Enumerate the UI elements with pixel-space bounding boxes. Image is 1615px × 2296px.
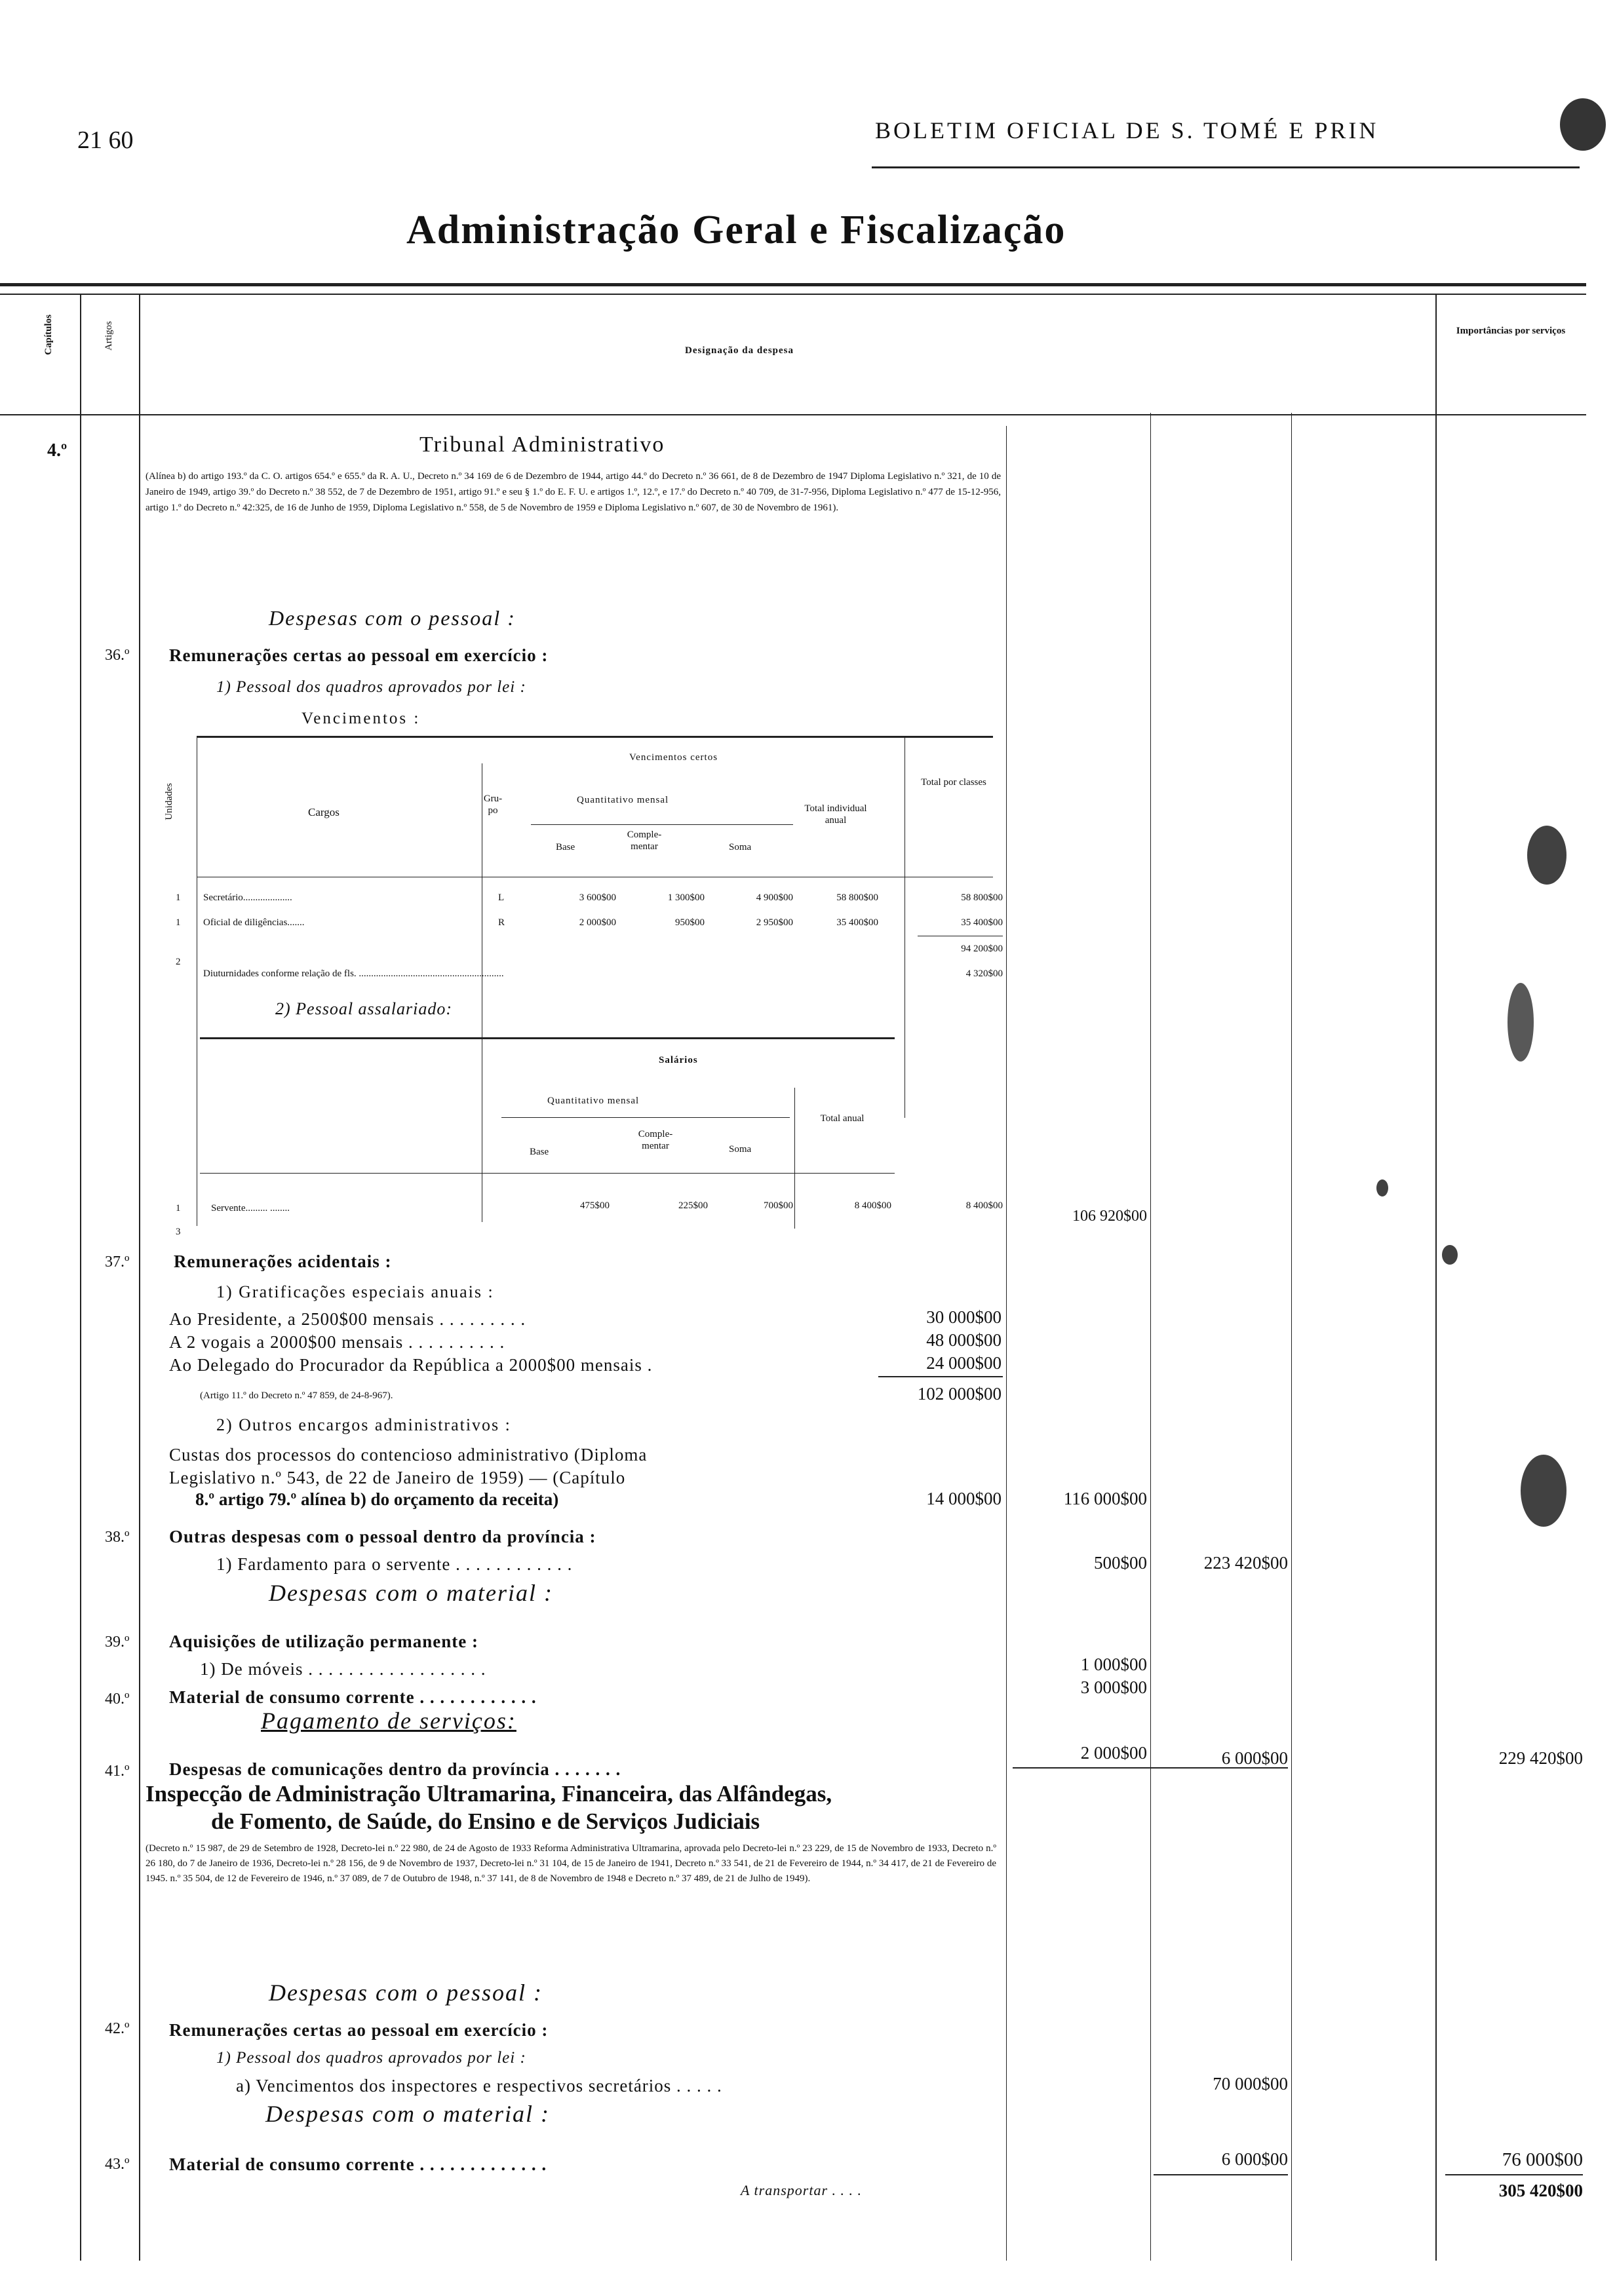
gratificacoes: 1) Gratificações especiais anuais : bbox=[216, 1282, 494, 1301]
venc-sum-un: 2 bbox=[176, 957, 181, 967]
subtotal-223420: 223 420$00 bbox=[1203, 1553, 1288, 1573]
grat-value: 30 000$00 bbox=[926, 1307, 1002, 1327]
diuturnidades: Diuturnidades conforme relação de fls. ........................................................... bbox=[203, 968, 504, 979]
sal-row-soma: 700$00 bbox=[764, 1200, 793, 1211]
venc-h-total-classes: Total por classes bbox=[921, 777, 986, 788]
insp-pessoal-quadros: 1) Pessoal dos quadros aprovados por lei : bbox=[216, 2049, 526, 2067]
venc-row-comp: 950$00 bbox=[675, 917, 705, 928]
scan-stain bbox=[1521, 1455, 1566, 1527]
sal-h-salarios: Salários bbox=[659, 1055, 698, 1065]
total-229420: 229 420$00 bbox=[1498, 1748, 1583, 1768]
remun-acidentais: Remunerações acidentais : bbox=[174, 1252, 392, 1271]
venc-h-base: Base bbox=[556, 842, 575, 852]
article-38: 38.º bbox=[105, 1529, 130, 1546]
article-36: 36.º bbox=[105, 647, 130, 664]
pessoal-assalariado: 2) Pessoal assalariado: bbox=[275, 999, 452, 1018]
transport-rule bbox=[1445, 2174, 1583, 2175]
grat-value: 24 000$00 bbox=[926, 1353, 1002, 1373]
venc-row-total: 35 400$00 bbox=[836, 917, 878, 928]
custas-value: 14 000$00 bbox=[926, 1489, 1002, 1508]
custas-line-2: Legislativo n.º 543, de 22 de Janeiro de 1959) — (Capítulo bbox=[169, 1468, 626, 1487]
venc-h-rule bbox=[531, 824, 793, 825]
venc-h-total-ind: Total individual anual bbox=[804, 803, 867, 826]
a-transportar: A transportar . . . . bbox=[741, 2182, 863, 2198]
venc-table-top bbox=[197, 736, 993, 738]
venc-h-comp: Comple- mentar bbox=[627, 830, 662, 852]
insp-vencimentos: a) Vencimentos dos inspectores e respectivos secretários . . . . . bbox=[236, 2076, 722, 2095]
article-42: 42.º bbox=[105, 2020, 130, 2037]
despesas-pessoal-heading: Despesas com o pessoal : bbox=[269, 606, 516, 630]
subtotal-106920: 106 920$00 bbox=[1072, 1208, 1147, 1225]
tribunal-legal-refs: (Alínea b) do artigo 193.º da C. O. artigos 654.º e 655.º da R. A. U., Decreto n.º 34 169 de 6 de Dezembro de 1944, artigo 44.º do Decreto n.º 36 661, de 8 de Dezembro de 1947 Diploma Legislativo n.º 321, de 10 de Janeiro de 1949, artigo 39.º do Decreto n.º 38 552, de 7 de Dezembro de 1951, artigo 91.º e seu § 1.º do E. F. U. e artigos 1.º, 12.º, e 17.º do Decreto n.º 40 709, de 31-7-956, Diploma Legislativo n.º 477 de 15-12-956, artigo 1.º do Decreto n.º 42:325, de 16 de Junho de 1959, Diploma Legislativo n.º 558, de 5 de Novembro de 1959 e Diploma Legislativo n.º 607, de 30 de Novembro de 1961). bbox=[146, 471, 1001, 513]
sal-row-total: 8 400$00 bbox=[854, 1200, 891, 1211]
total-76000: 76 000$00 bbox=[1502, 2149, 1583, 2170]
sal-row-un: 1 bbox=[176, 1203, 181, 1214]
scan-stain bbox=[1508, 983, 1534, 1062]
tribunal-title: Tribunal Administrativo bbox=[419, 432, 665, 457]
venc-h-cargos: Cargos bbox=[308, 806, 340, 818]
sal-h-total: Total anual bbox=[820, 1113, 865, 1124]
venc-h-unidades: Unidades bbox=[164, 783, 174, 820]
aquisicoes: Aquisições de utilização permanente : bbox=[169, 1632, 478, 1651]
col-rule-capitulos bbox=[80, 295, 81, 2261]
inspeccao-title-2: de Fomento, de Saúde, do Ensino e de Serviços Judiciais bbox=[211, 1808, 760, 1834]
insp-sum-rule bbox=[1154, 2174, 1288, 2175]
article-37: 37.º bbox=[105, 1253, 130, 1271]
article-40: 40.º bbox=[105, 1691, 130, 1708]
grat-line: A 2 vogais a 2000$00 mensais . . . . . . . . . . bbox=[169, 1332, 505, 1352]
col-rule-importancias bbox=[1435, 295, 1437, 2261]
artigo-11-ref: (Artigo 11.º do Decreto n.º 47 859, de 24-8-967). bbox=[200, 1390, 393, 1401]
venc-row-grupo: L bbox=[498, 892, 505, 903]
sal-col-total bbox=[794, 1088, 795, 1229]
sal-h-rule bbox=[501, 1117, 790, 1118]
fardamento: 1) Fardamento para o servente . . . . . . . . . . . . bbox=[216, 1554, 573, 1574]
inspeccao-title-1: Inspecção de Administração Ultramarina, Financeira, das Alfândegas, bbox=[146, 1781, 832, 1807]
scan-stain bbox=[1560, 98, 1606, 151]
page-number: 21 60 bbox=[77, 126, 134, 154]
venc-h-vencimentos-certos: Vencimentos certos bbox=[629, 752, 718, 763]
venc-h-grupo: Gru- po bbox=[483, 794, 503, 816]
grat-line: Ao Delegado do Procurador da República a 2000$00 mensais . bbox=[169, 1355, 653, 1375]
article-41: 41.º bbox=[105, 1763, 130, 1780]
sal-h-base: Base bbox=[530, 1147, 549, 1157]
sal-row-comp: 225$00 bbox=[678, 1200, 708, 1211]
header-capitulos: Capítulos bbox=[43, 315, 54, 355]
grat-total: 102 000$00 bbox=[917, 1384, 1002, 1404]
venc-row-soma: 2 950$00 bbox=[756, 917, 793, 928]
col-rule-artigos bbox=[139, 295, 140, 2261]
venc-row-cargo: Secretário.................... bbox=[203, 892, 292, 903]
material-value: 3 000$00 bbox=[1080, 1677, 1147, 1697]
sal-header-bottom bbox=[200, 1173, 895, 1174]
chapter-number: 4.º bbox=[47, 440, 68, 461]
venc-sum-total: 94 200$00 bbox=[961, 944, 1003, 954]
sal-row-classe: 8 400$00 bbox=[965, 1200, 1003, 1211]
remun-certas: Remunerações certas ao pessoal em exercício : bbox=[169, 645, 549, 665]
grat-sum-rule bbox=[878, 1376, 1003, 1377]
article-43: 43.º bbox=[105, 2156, 130, 2173]
comunicacoes-value: 2 000$00 bbox=[1080, 1743, 1147, 1763]
article-39: 39.º bbox=[105, 1634, 130, 1651]
insp-remun: Remunerações certas ao pessoal em exercício : bbox=[169, 2020, 549, 2040]
venc-row-base: 3 600$00 bbox=[579, 892, 616, 903]
col-rule-2 bbox=[1150, 413, 1151, 2261]
venc-row-cargo: Oficial de diligências....... bbox=[203, 917, 305, 928]
moveis-value: 1 000$00 bbox=[1080, 1655, 1147, 1674]
transport-total: 305 420$00 bbox=[1498, 2181, 1583, 2200]
comunicacoes: Despesas de comunicações dentro da província . . . . . . . bbox=[169, 1759, 621, 1779]
sal-h-comp: Comple- mentar bbox=[638, 1129, 673, 1151]
col-rule-3 bbox=[1291, 413, 1292, 2261]
sal-row-base: 475$00 bbox=[580, 1200, 610, 1211]
material-consumo: Material de consumo corrente . . . . . . . . . . . . bbox=[169, 1687, 537, 1707]
header-artigos: Artigos bbox=[104, 321, 114, 351]
subtotal-116000: 116 000$00 bbox=[1063, 1489, 1147, 1508]
insp-material: Material de consumo corrente . . . . . . . . . . . . . bbox=[169, 2154, 547, 2174]
journal-title: BOLETIM OFICIAL DE S. TOMÉ E PRIN bbox=[875, 117, 1379, 144]
venc-h-quant: Quantitativo mensal bbox=[577, 795, 669, 805]
venc-row-classe: 35 400$00 bbox=[961, 917, 1003, 928]
table-header-rule bbox=[0, 414, 1586, 415]
diuturnidades-value: 4 320$00 bbox=[965, 968, 1003, 979]
sal-h-quant: Quantitativo mensal bbox=[547, 1096, 640, 1106]
outros-encargos: 2) Outros encargos administrativos : bbox=[216, 1415, 511, 1434]
moveis: 1) De móveis . . . . . . . . . . . . . . . . . . bbox=[200, 1659, 486, 1679]
venc-row-un: 1 bbox=[176, 917, 181, 928]
venc-row-comp: 1 300$00 bbox=[667, 892, 705, 903]
col-rule-1 bbox=[1006, 426, 1007, 2261]
sal-h-soma: Soma bbox=[729, 1144, 752, 1155]
sal-table-top bbox=[200, 1037, 895, 1039]
outras-despesas: Outras despesas com o pessoal dentro da província : bbox=[169, 1527, 596, 1546]
venc-row-total: 58 800$00 bbox=[836, 892, 878, 903]
vencimentos: Vencimentos : bbox=[302, 710, 421, 727]
section-title: Administração Geral e Fiscalização bbox=[406, 208, 1066, 252]
insp-despesas-pessoal: Despesas com o pessoal : bbox=[269, 1980, 543, 2006]
scan-stain bbox=[1442, 1245, 1458, 1265]
subtotal-6000: 6 000$00 bbox=[1221, 1748, 1288, 1768]
venc-row-un: 1 bbox=[176, 892, 181, 903]
inspeccao-legal-refs: (Decreto n.º 15 987, de 29 de Setembro de 1928, Decreto-lei n.º 22 980, de 24 de Agosto de 1933 Reforma Administrativa Ultramarina, aprovada pelo Decreto-lei n.º 23 229, de 15 de Novembro de 1933, Decreto n.º 26 180, do 7 de Janeiro de 1936, Decreto-lei n.º 28 156, de 9 de Novembro de 1937, Decreto-lei n.º 31 104, de 15 de Janeiro de 1941, Decreto n.º 33 541, de 21 de Fevereiro de 1944, n.º 34 417, de 21 de Fevereiro de 1945. n.º 35 504, de 12 de Fevereiro de 1946, n.º 37 089, de 7 de Outubro de 1948, n.º 37 141, de 8 de Novembro de 1948 e Decreto n.º 37 489, de 21 de Julho de 1949). bbox=[146, 1843, 996, 1884]
table-top-rule-2 bbox=[0, 294, 1586, 295]
grat-value: 48 000$00 bbox=[926, 1330, 1002, 1350]
scan-stain bbox=[1376, 1179, 1388, 1196]
scan-stain bbox=[1527, 826, 1566, 885]
pessoal-quadros: 1) Pessoal dos quadros aprovados por lei : bbox=[216, 678, 526, 696]
table-top-rule bbox=[0, 283, 1586, 286]
insp-vencimentos-value: 70 000$00 bbox=[1213, 2074, 1288, 2094]
header-designacao: Designação da despesa bbox=[685, 345, 794, 356]
despesas-material-heading: Despesas com o material : bbox=[269, 1580, 553, 1606]
insp-material-value: 6 000$00 bbox=[1221, 2149, 1288, 2169]
header-rule bbox=[872, 166, 1580, 168]
sal-row-cargo: Servente......... ........ bbox=[211, 1203, 290, 1214]
fardamento-value: 500$00 bbox=[1094, 1553, 1147, 1573]
insp-despesas-material: Despesas com o material : bbox=[265, 2101, 550, 2127]
venc-row-base: 2 000$00 bbox=[579, 917, 616, 928]
sal-sum-un: 3 bbox=[176, 1227, 181, 1237]
custas-line-1: Custas dos processos do contencioso administrativo (Diploma bbox=[169, 1445, 648, 1464]
header-importancias: Importâncias por serviços bbox=[1456, 326, 1566, 336]
pagamento-servicos-heading: Pagamento de serviços: bbox=[261, 1708, 516, 1734]
venc-h-soma: Soma bbox=[729, 842, 752, 852]
grat-line: Ao Presidente, a 2500$00 mensais . . . . . . . . . bbox=[169, 1309, 526, 1329]
venc-row-grupo: R bbox=[498, 917, 505, 928]
venc-row-soma: 4 900$00 bbox=[756, 892, 793, 903]
custas-line-3: 8.º artigo 79.º alínea b) do orçamento da receita) bbox=[195, 1489, 559, 1509]
venc-row-classe: 58 800$00 bbox=[961, 892, 1003, 903]
